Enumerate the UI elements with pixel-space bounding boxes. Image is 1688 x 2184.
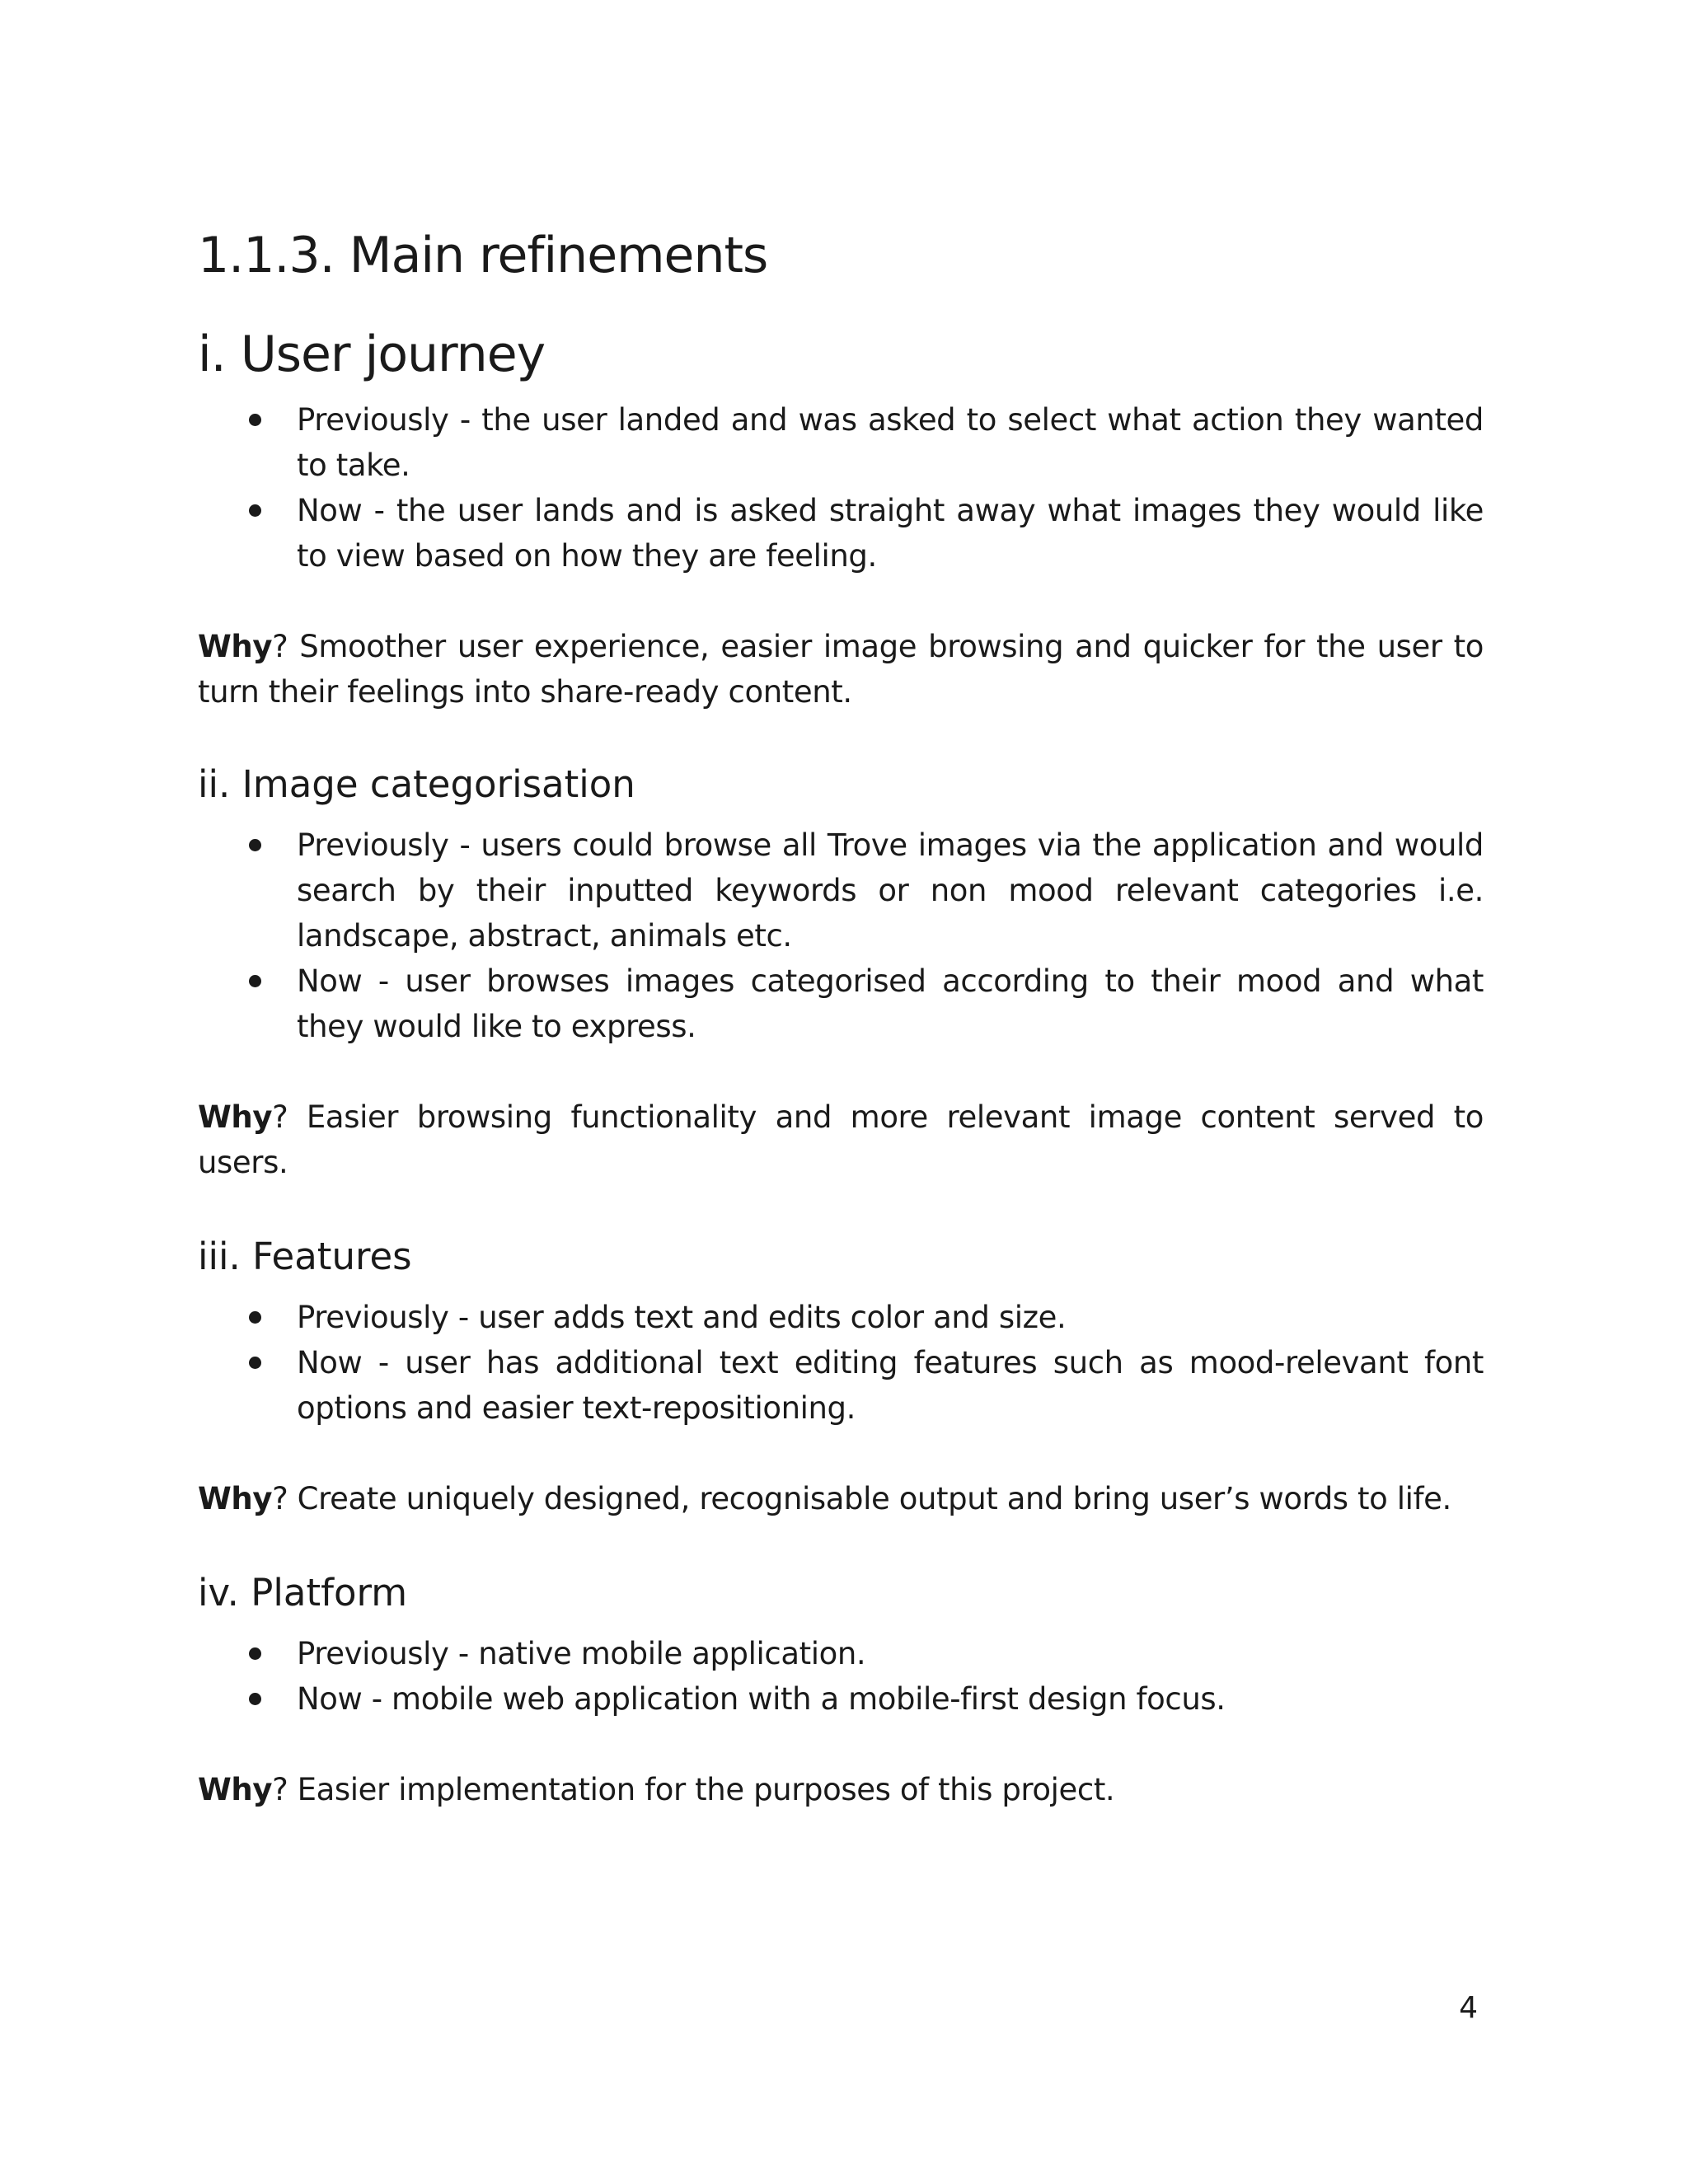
list-item-text: Previously - user adds text and edits color and size. <box>297 1300 1067 1335</box>
section-heading: ii. Image categorisation <box>198 762 635 806</box>
list-item-text: Previously - users could browse all Trove images via the application and would search by their inputted keywords or non mood relevant categories i.e. landscape, abstract, animals etc. <box>297 827 1484 954</box>
list-item-text: Previously - the user landed and was asked to select what action they wanted to take. <box>297 402 1484 483</box>
bullet-icon <box>249 1693 261 1705</box>
list-item-text: Now - user has additional text editing features such as mood-relevant font options and easier text-repositioning. <box>297 1345 1484 1426</box>
why-paragraph <box>198 624 1484 715</box>
list-item <box>297 488 1484 579</box>
why-label: Why <box>198 629 273 664</box>
section-image-categorisation <box>198 760 1484 1185</box>
bullet-list <box>198 823 1484 1049</box>
list-item-text: Now - mobile web application with a mobile-first design focus. <box>297 1681 1226 1717</box>
bullet-icon <box>249 839 261 851</box>
bullet-list <box>198 1295 1484 1431</box>
page-content <box>198 223 1484 1812</box>
section-title: 1.1.3. Main refinements <box>198 227 768 284</box>
section-user-journey <box>198 321 1484 715</box>
why-paragraph <box>198 1767 1484 1812</box>
why-text: ? Create uniquely designed, recognisable output and bring user’s words to life. <box>272 1481 1451 1516</box>
bullet-list <box>198 1631 1484 1722</box>
why-text: ? Smoother user experience, easier image browsing and quicker for the user to turn their feelings into share-ready content. <box>198 629 1484 710</box>
why-paragraph <box>198 1094 1484 1185</box>
list-item <box>297 1295 1484 1340</box>
list-item <box>297 823 1484 958</box>
section-heading: i. User journey <box>198 326 546 383</box>
bullet-icon <box>249 414 261 426</box>
list-item <box>297 1676 1484 1722</box>
bullet-icon <box>249 1647 261 1660</box>
section-platform <box>198 1568 1484 1812</box>
list-item-text: Now - user browses images categorised according to their mood and what they would like to express. <box>297 963 1484 1044</box>
list-item-text: Now - the user lands and is asked straight away what images they would like to view based on how they are feeling. <box>297 493 1484 574</box>
list-item <box>297 958 1484 1049</box>
list-item <box>297 1340 1484 1431</box>
why-label: Why <box>198 1772 273 1807</box>
bullet-list <box>198 397 1484 579</box>
section-heading: iii. Features <box>198 1235 412 1278</box>
list-item-text: Previously - native mobile application. <box>297 1636 866 1671</box>
section-features <box>198 1232 1484 1521</box>
why-label: Why <box>198 1481 273 1516</box>
why-text: ? Easier implementation for the purposes of this project. <box>272 1772 1115 1807</box>
bullet-icon <box>249 1311 261 1324</box>
page-number: 4 <box>1459 1991 1478 2025</box>
section-heading: iv. Platform <box>198 1571 408 1615</box>
why-text: ? Easier browsing functionality and more relevant image content served to users. <box>198 1099 1484 1180</box>
why-paragraph <box>198 1476 1484 1521</box>
bullet-icon <box>249 975 261 987</box>
why-label: Why <box>198 1099 273 1135</box>
list-item <box>297 397 1484 488</box>
bullet-icon <box>249 1357 261 1369</box>
bullet-icon <box>249 504 261 517</box>
list-item <box>297 1631 1484 1676</box>
